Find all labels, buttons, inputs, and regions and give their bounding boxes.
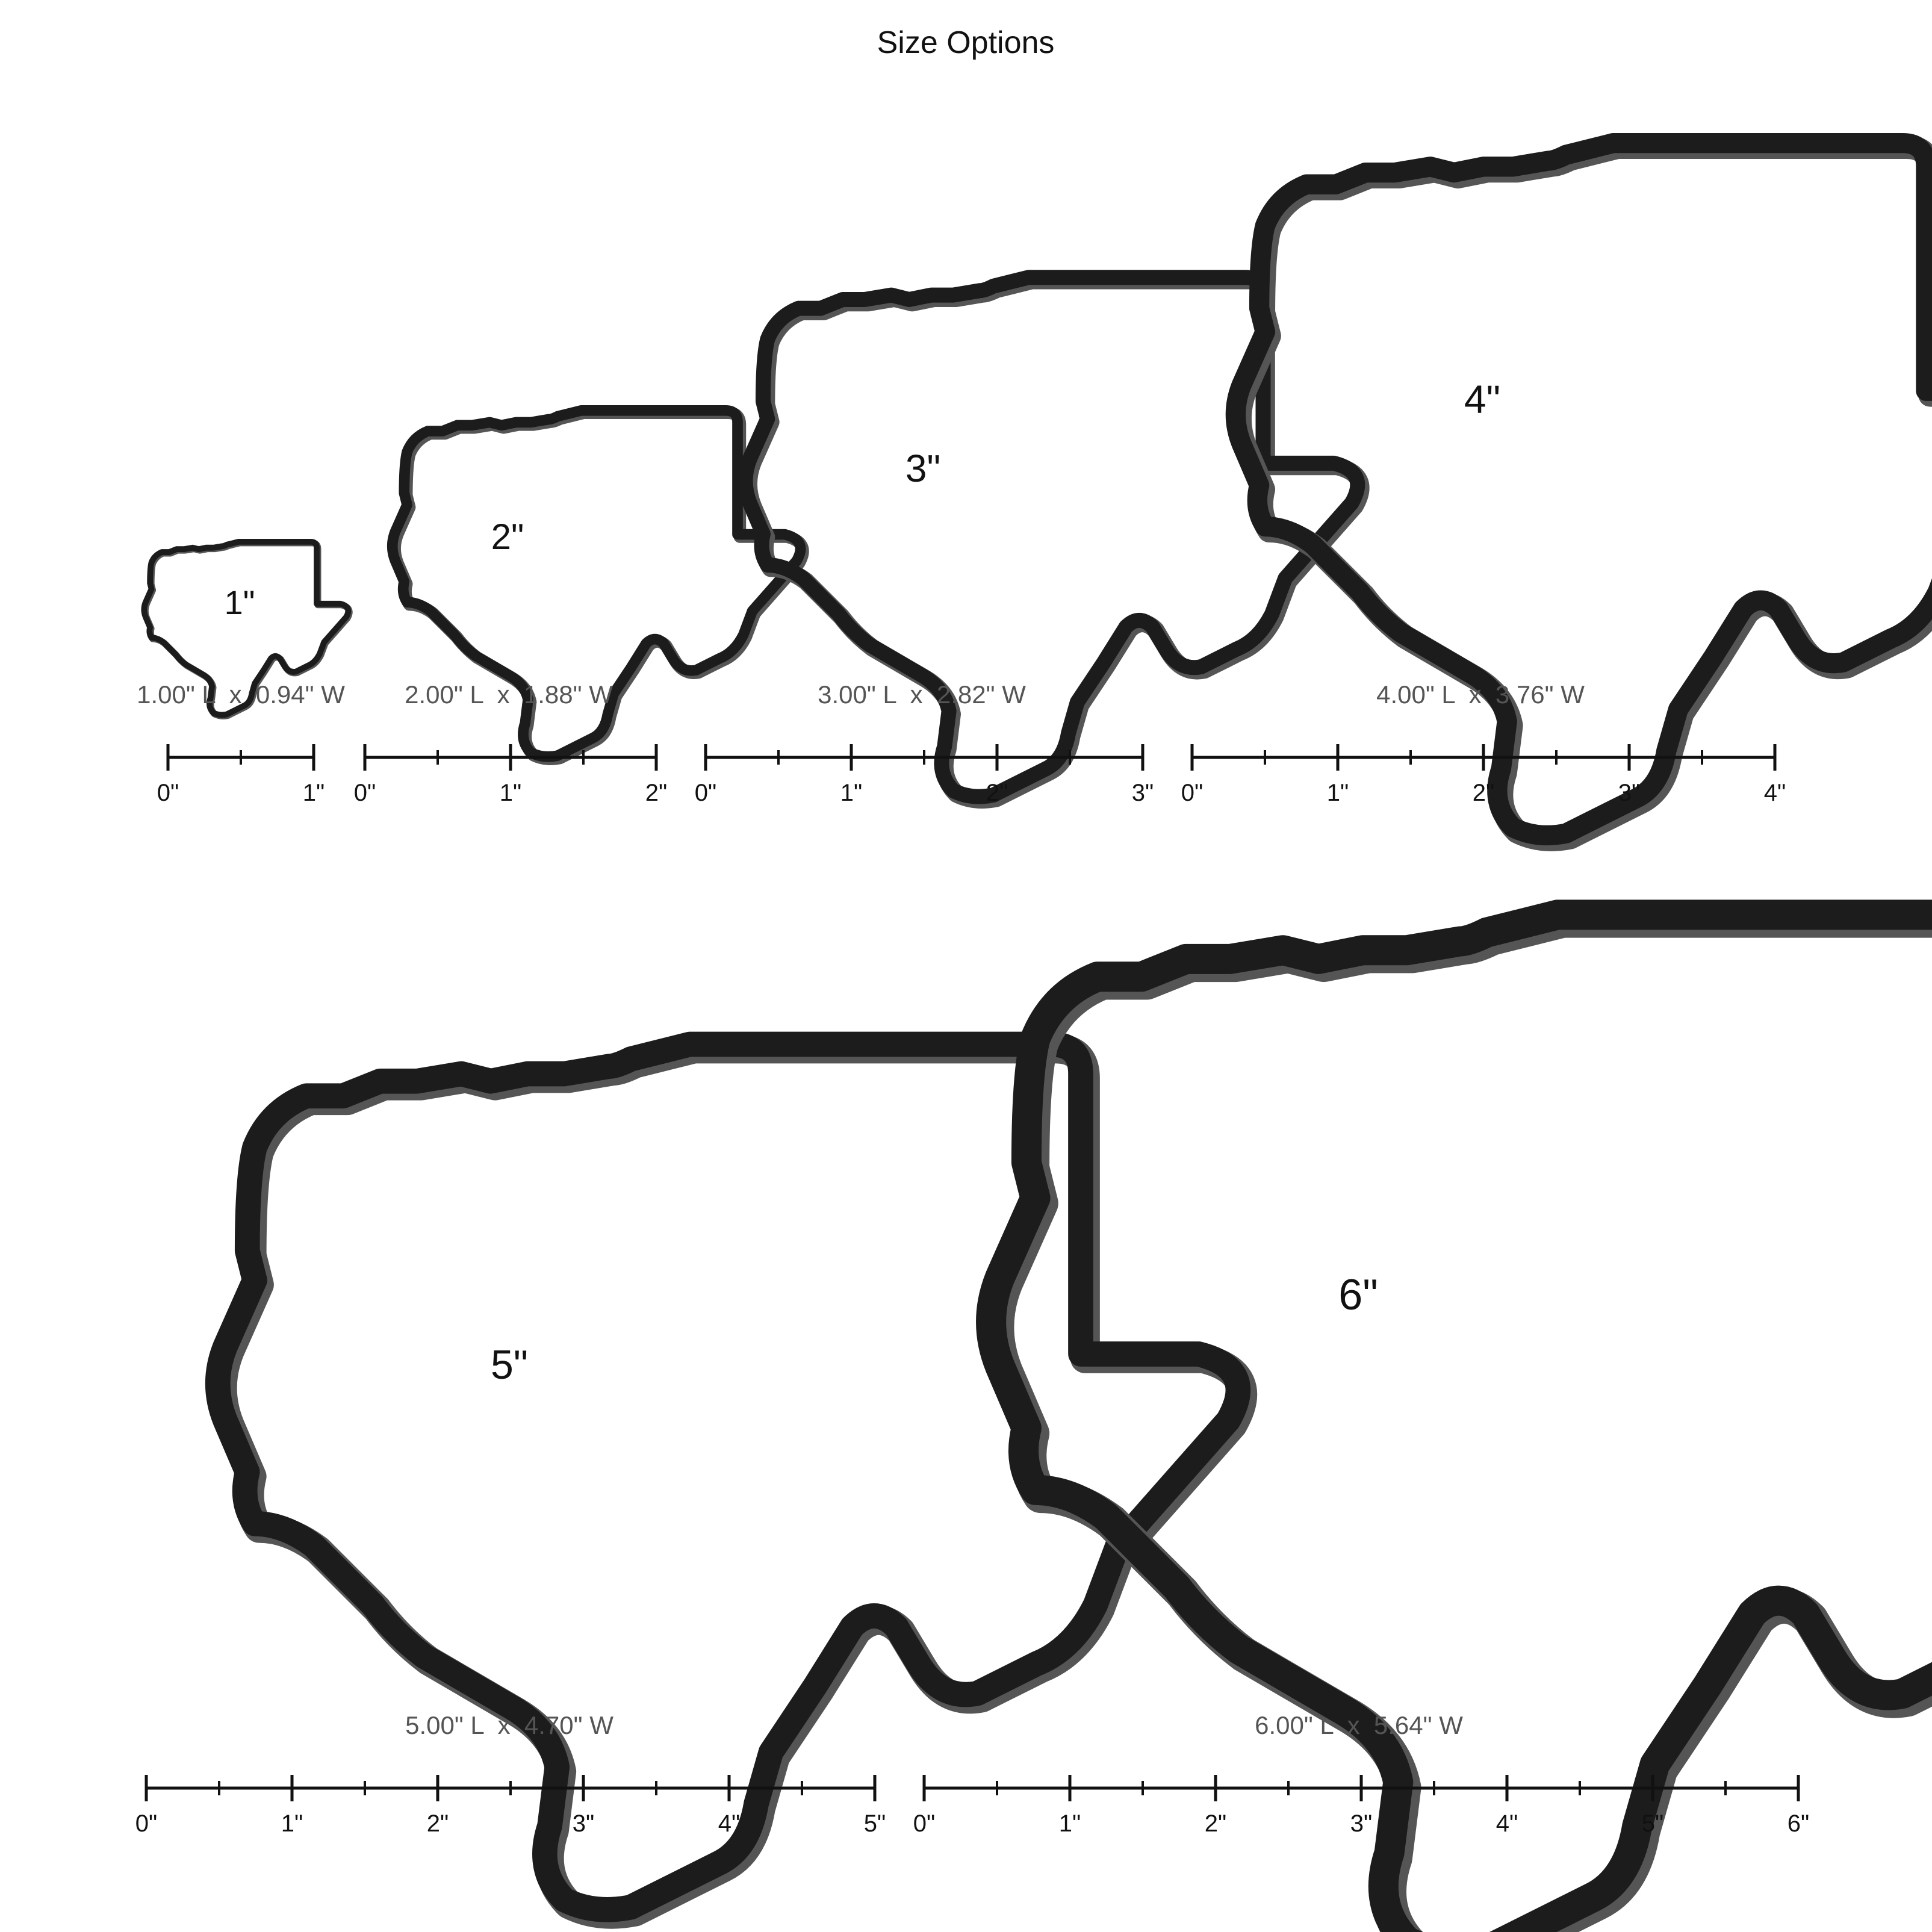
- ruler-tick-label: 2": [986, 780, 1008, 806]
- ruler-tick-label: 0": [1181, 780, 1204, 806]
- ruler-tick-label: 0": [913, 1810, 936, 1837]
- ruler-tick-label: 3": [1131, 780, 1154, 806]
- ruler-tick-label: 1": [499, 780, 522, 806]
- dimensions-label: 2.00" L x 1.88" W: [405, 680, 613, 709]
- ruler-tick-label: 4": [1496, 1810, 1518, 1837]
- ruler-tick-label: 4": [718, 1810, 741, 1837]
- size-label: 6": [1338, 1271, 1378, 1319]
- ruler-tick-label: 2": [1204, 1810, 1227, 1837]
- size-option-5in: [135, 1045, 1243, 1915]
- ruler-tick-label: 3": [572, 1810, 595, 1837]
- ruler-3in: [695, 744, 1154, 806]
- ruler-tick-label: 0": [694, 780, 717, 806]
- ruler-tick-label: 6": [1787, 1810, 1810, 1837]
- dimensions-label: 1.00" L x 0.94" W: [137, 680, 345, 709]
- ruler-tick-label: 2": [1472, 780, 1495, 806]
- ruler-tick-label: 3": [1618, 780, 1641, 806]
- ruler-tick-label: 5": [1641, 1810, 1664, 1837]
- ruler-tick-label: 2": [426, 1810, 449, 1837]
- ruler-tick-label: 1": [840, 780, 863, 806]
- ruler-tick-label: 1": [1058, 1810, 1081, 1837]
- ruler-tick-label: 3": [1350, 1810, 1373, 1837]
- dimensions-label: 6.00" L x 5.64" W: [1255, 1711, 1463, 1739]
- size-label: 2": [491, 517, 524, 557]
- texas-cookie-cutter-6in: [991, 915, 1932, 1932]
- ruler-tick-label: 1": [302, 780, 325, 806]
- ruler-tick-label: 1": [1326, 780, 1349, 806]
- size-option-2in: [354, 411, 803, 806]
- ruler-tick-label: 0": [135, 1810, 158, 1837]
- ruler-tick-label: 0": [353, 780, 376, 806]
- ruler-tick-label: 1": [281, 1810, 303, 1837]
- size-label: 3": [905, 447, 941, 490]
- dimensions-label: 4.00" L x 3.76" W: [1376, 680, 1585, 709]
- ruler-4in: [1181, 744, 1786, 806]
- ruler-tick-label: 4": [1763, 780, 1786, 806]
- dimensions-label: 3.00" L x 2.82" W: [818, 680, 1026, 709]
- size-option-1in: [137, 542, 349, 806]
- size-option-6in: [913, 915, 1932, 1932]
- ruler-tick-label: 0": [157, 780, 179, 806]
- size-label: 5": [491, 1342, 528, 1388]
- ruler-2in: [354, 744, 667, 806]
- ruler-6in: [913, 1775, 1809, 1837]
- size-option-4in: [1181, 143, 1932, 840]
- page-title: Size Options: [877, 25, 1055, 60]
- size-label: 1": [224, 583, 255, 621]
- dimensions-label: 5.00" L x 4.70" W: [405, 1711, 613, 1739]
- ruler-tick-label: 2": [645, 780, 668, 806]
- texas-cookie-cutter-4in: [1235, 143, 1932, 840]
- size-label: 4": [1464, 377, 1501, 421]
- ruler-1in: [157, 744, 325, 806]
- ruler-tick-label: 5": [863, 1810, 886, 1837]
